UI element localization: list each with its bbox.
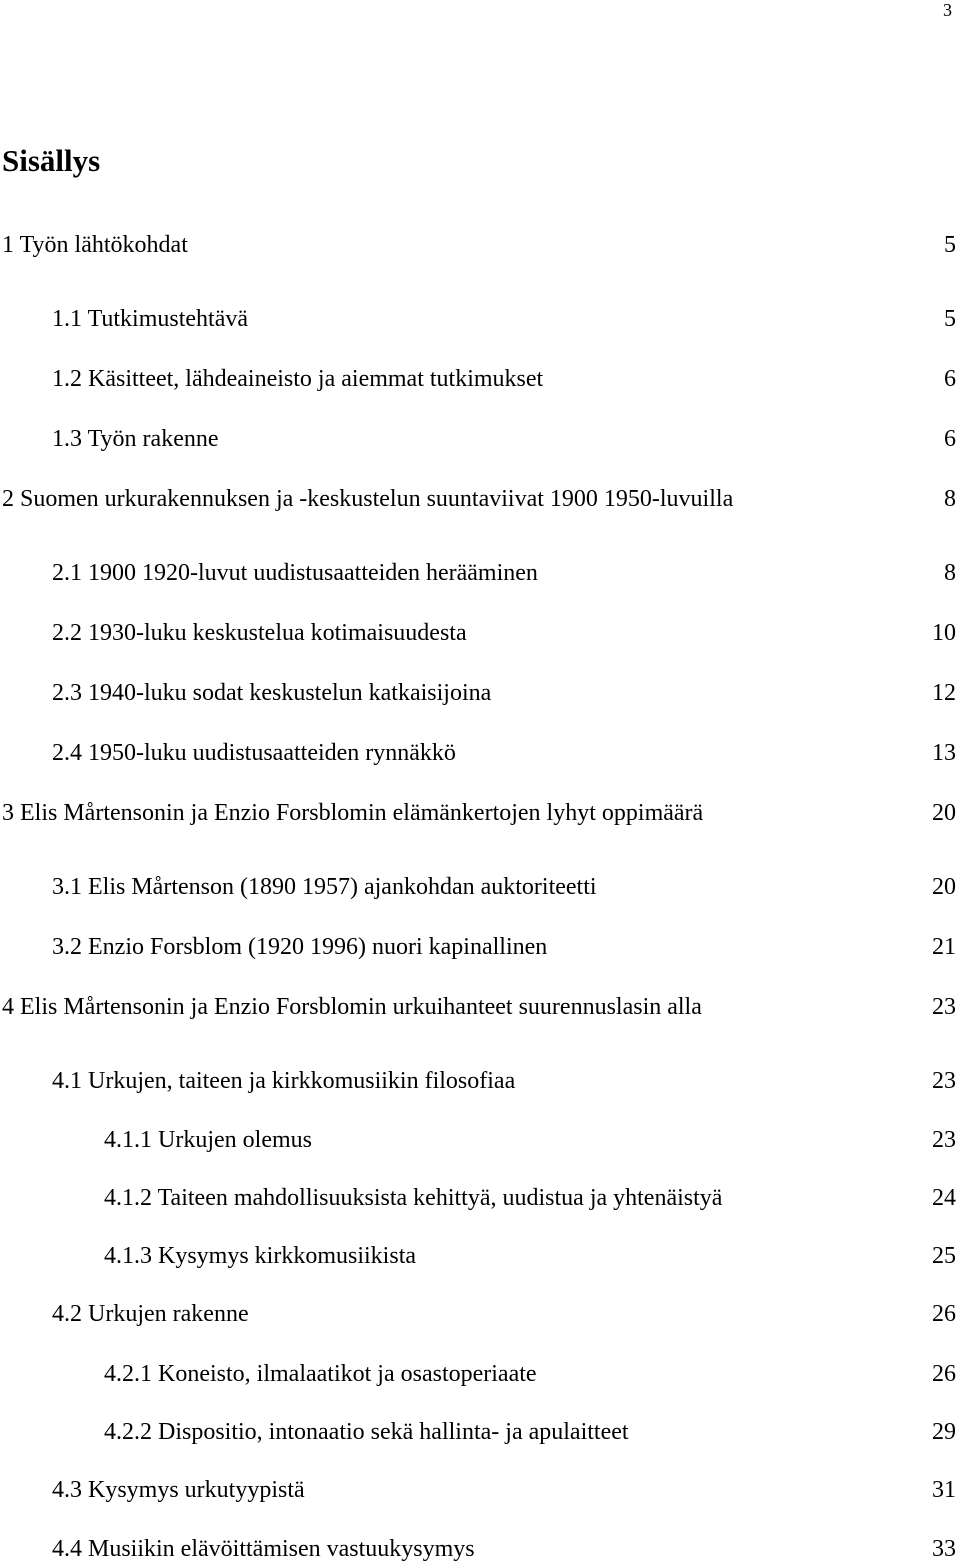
toc-entry-4-2-1[interactable] (0, 1358, 956, 1390)
toc-entry-2-1[interactable] (0, 557, 956, 589)
toc-entry-title: 2 Suomen urkurakennuksen ja -keskustelun suuntaviivat 1900 1950-luvuilla (2, 486, 734, 512)
toc-entry-title: 3 Elis Mårtensonin ja Enzio Forsblomin elämänkertojen lyhyt oppimäärä (2, 800, 704, 826)
toc-entry-title: 4.1.1 Urkujen olemus (104, 1127, 312, 1153)
toc-entry-page: 10 (932, 620, 956, 646)
toc-title: Sisällys (2, 143, 101, 178)
toc-entry-4-3[interactable] (0, 1474, 956, 1506)
toc-entry-3-1[interactable] (0, 871, 956, 903)
toc-entry-title: 4.1.3 Kysymys kirkkomusiikista (104, 1243, 417, 1269)
toc-entry-title: 2.3 1940-luku sodat keskustelun katkaisijoina (52, 680, 492, 706)
toc-entry-page: 8 (944, 560, 956, 586)
toc-entry-title: 4.2 Urkujen rakenne (52, 1301, 249, 1327)
toc-entry-title: 4.1.2 Taiteen mahdollisuuksista kehittyä, uudistua ja yhtenäistyä (104, 1185, 723, 1211)
toc-entry-title: 2.4 1950-luku uudistusaatteiden rynnäkkö (52, 740, 456, 766)
toc-entry-title: 4.4 Musiikin elävöittämisen vastuukysymys (52, 1536, 475, 1562)
toc-entry-page: 21 (932, 934, 956, 960)
toc-entry-4-2[interactable] (0, 1298, 956, 1330)
toc-entry-title: 1.2 Käsitteet, lähdeaineisto ja aiemmat tutkimukset (52, 366, 544, 392)
toc-entry-title: 1.1 Tutkimustehtävä (52, 306, 249, 332)
toc-entry-4-1-2[interactable] (0, 1182, 956, 1214)
toc-entry-1-2[interactable] (0, 363, 956, 395)
toc-entry-4-4[interactable] (0, 1533, 956, 1565)
toc-entry-2[interactable] (0, 483, 956, 515)
toc-entry-page: 26 (932, 1361, 956, 1387)
toc-entry-1-3[interactable] (0, 423, 956, 455)
toc-entry-1[interactable] (0, 229, 956, 261)
toc-entry-title: 2.1 1900 1920-luvut uudistusaatteiden herääminen (52, 560, 538, 586)
toc-entry-4-2-2[interactable] (0, 1416, 956, 1448)
toc-entry-page: 20 (932, 874, 956, 900)
toc-entry-page: 6 (944, 366, 956, 392)
toc-entry-title: 1 Työn lähtökohdat (2, 232, 188, 258)
toc-entry-page: 25 (932, 1243, 956, 1269)
toc-entry-page: 24 (932, 1185, 956, 1211)
toc-entry-3-2[interactable] (0, 931, 956, 963)
toc-entry-3[interactable] (0, 797, 956, 829)
toc-entry-4-1-3[interactable] (0, 1240, 956, 1272)
toc-entry-page: 6 (944, 426, 956, 452)
toc-entry-page: 23 (932, 994, 956, 1020)
toc-entry-page: 20 (932, 800, 956, 826)
toc-entry-page: 13 (932, 740, 956, 766)
toc-entry-title: 3.1 Elis Mårtenson (1890 1957) ajankohdan auktoriteetti (52, 874, 597, 900)
toc-entry-title: 4.2.1 Koneisto, ilmalaatikot ja osastoperiaate (104, 1361, 537, 1387)
toc-entry-page: 33 (932, 1536, 956, 1562)
toc-entry-4[interactable] (0, 991, 956, 1023)
toc-entry-page: 5 (944, 306, 956, 332)
toc-entry-2-3[interactable] (0, 677, 956, 709)
toc-entry-4-1[interactable] (0, 1065, 956, 1097)
toc-entry-2-2[interactable] (0, 617, 956, 649)
toc-entry-title: 2.2 1930-luku keskustelua kotimaisuudesta (52, 620, 467, 646)
toc-entry-title: 3.2 Enzio Forsblom (1920 1996) nuori kapinallinen (52, 934, 548, 960)
toc-entry-page: 8 (944, 486, 956, 512)
toc-entry-page: 26 (932, 1301, 956, 1327)
toc-entry-page: 29 (932, 1419, 956, 1445)
toc-entry-title: 4.2.2 Dispositio, intonaatio sekä hallinta- ja apulaitteet (104, 1419, 629, 1445)
toc-entry-2-4[interactable] (0, 737, 956, 769)
toc-entry-page: 23 (932, 1127, 956, 1153)
toc-entry-1-1[interactable] (0, 303, 956, 335)
toc-entry-4-1-1[interactable] (0, 1124, 956, 1156)
page-number: 3 (943, 0, 952, 20)
toc-entry-page: 5 (944, 232, 956, 258)
toc-entry-title: 4 Elis Mårtensonin ja Enzio Forsblomin urkuihanteet suurennuslasin alla (2, 994, 702, 1020)
toc-entry-title: 1.3 Työn rakenne (52, 426, 219, 452)
toc-entry-title: 4.1 Urkujen, taiteen ja kirkkomusiikin filosofiaa (52, 1068, 516, 1094)
toc-entry-title: 4.3 Kysymys urkutyypistä (52, 1477, 305, 1503)
toc-entry-page: 12 (932, 680, 956, 706)
toc-entry-page: 31 (932, 1477, 956, 1503)
toc-entry-page: 23 (932, 1068, 956, 1094)
